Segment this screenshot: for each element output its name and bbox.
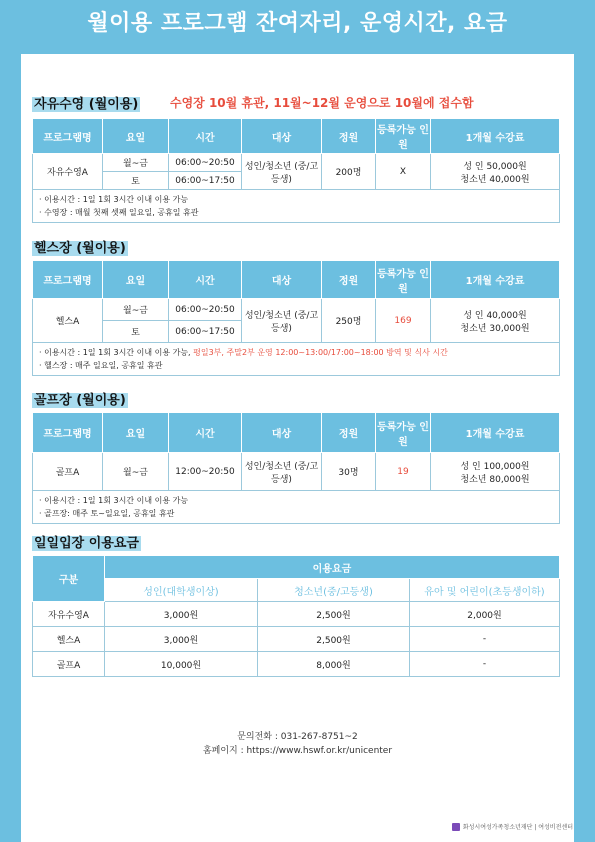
cell-fee: 성 인 100,000원 청소년 80,000원 [431,453,560,491]
header-capacity: 정원 [322,261,376,299]
header-target: 대상 [242,119,322,154]
cell-fee: 성 인 50,000원 청소년 40,000원 [431,154,560,190]
cell-available: 19 [376,453,431,491]
header-program: 프로그램명 [33,261,103,299]
row-name: 자유수영A [33,602,105,627]
header-fee: 이용요금 [105,556,560,579]
section-heading-gym: 헬스장 (월이용) [34,241,126,256]
section-heading-swim: 자유수영 (월이용) [34,97,139,112]
row-name: 헬스A [33,627,105,652]
gym-table [32,260,560,376]
section-heading-golf: 골프장 (월이용) [34,393,126,408]
header-day: 요일 [103,413,169,453]
golf-notes: · 이용시간 : 1일 1회 3시간 이내 이용 가능 · 골프장: 매주 토~일요일, 공휴일 휴관 [33,491,560,524]
row-child: - [410,627,560,652]
section-heading-daily: 일일입장 이용요금 [34,536,139,551]
cell-target: 성인/청소년 (중/고등생) [242,453,322,491]
header-program: 프로그램명 [33,119,103,154]
header-type: 구분 [33,556,105,602]
cell-day: 토 [103,321,169,343]
row-youth: 8,000원 [258,652,410,677]
cell-capacity: 200명 [322,154,376,190]
swim-notes: · 이용시간 : 1일 1회 3시간 이내 이용 가능 · 수영장 : 매월 첫째 셋째 일요일, 공휴일 휴관 [33,190,560,223]
cell-fee: 성 인 40,000원 청소년 30,000원 [431,299,560,343]
gym-notes: · 이용시간 : 1일 1회 3시간 이내 이용 가능, 평일3부, 주말2부 운영 12:00~13:00/17:00~18:00 방역 및 식사 시간 · 헬스장 : 매주 일요일, 공휴일 휴관 [33,343,560,376]
daily-fee-table [32,555,560,677]
swim-table [32,118,560,223]
row-adult: 3,000원 [105,627,258,652]
foundation-logo-icon [452,823,460,831]
header-program: 프로그램명 [33,413,103,453]
cell-available: X [376,154,431,190]
cell-time: 12:00~20:50 [169,453,242,491]
cell-target: 성인/청소년 (중/고등생) [242,154,322,190]
cell-available: 169 [376,299,431,343]
header-available: 등록가능 인원 [376,261,431,299]
header-available: 등록가능 인원 [376,413,431,453]
cell-time: 06:00~20:50 [169,299,242,321]
page-title: 월이용 프로그램 잔여자리, 운영시간, 요금 [87,11,508,36]
cell-capacity: 30명 [322,453,376,491]
swim-notice: 수영장 10월 휴관, 11월~12월 운영으로 10월에 접수함 [170,96,474,110]
cell-day: 월~금 [103,299,169,321]
cell-time: 06:00~20:50 [169,154,242,172]
contact-phone: 문의전화 : 031-267-8751~2 [237,732,358,742]
header-target: 대상 [242,413,322,453]
row-child: - [410,652,560,677]
cell-day: 월~금 [103,154,169,172]
header-day: 요일 [103,119,169,154]
row-adult: 10,000원 [105,652,258,677]
header-time: 시간 [169,413,242,453]
cell-program: 헬스A [33,299,103,343]
cell-program: 자유수영A [33,154,103,190]
row-youth: 2,500원 [258,602,410,627]
header-youth: 청소년(중/고등생) [258,579,410,602]
footer-logo: 화성시여성가족청소년재단 | 여성비전센터 [452,822,573,831]
golf-table [32,412,560,524]
cell-program: 골프A [33,453,103,491]
header-time: 시간 [169,119,242,154]
header-fee: 1개월 수강료 [431,261,560,299]
header-fee: 1개월 수강료 [431,413,560,453]
row-name: 골프A [33,652,105,677]
cell-day: 토 [103,172,169,190]
header-capacity: 정원 [322,413,376,453]
header-available: 등록가능 인원 [376,119,431,154]
cell-time: 06:00~17:50 [169,321,242,343]
header-adult: 성인(대학생이상) [105,579,258,602]
row-adult: 3,000원 [105,602,258,627]
header-target: 대상 [242,261,322,299]
cell-day: 월~금 [103,453,169,491]
row-child: 2,000원 [410,602,560,627]
cell-time: 06:00~17:50 [169,172,242,190]
header-day: 요일 [103,261,169,299]
cell-target: 성인/청소년 (중/고등생) [242,299,322,343]
row-youth: 2,500원 [258,627,410,652]
contact-info [0,730,595,758]
header-fee: 1개월 수강료 [431,119,560,154]
cell-capacity: 250명 [322,299,376,343]
header-child: 유아 및 어린이(초등생이하) [410,579,560,602]
contact-homepage[interactable]: 홈페이지 : https://www.hswf.or.kr/unicenter [202,746,393,756]
header-capacity: 정원 [322,119,376,154]
header-time: 시간 [169,261,242,299]
